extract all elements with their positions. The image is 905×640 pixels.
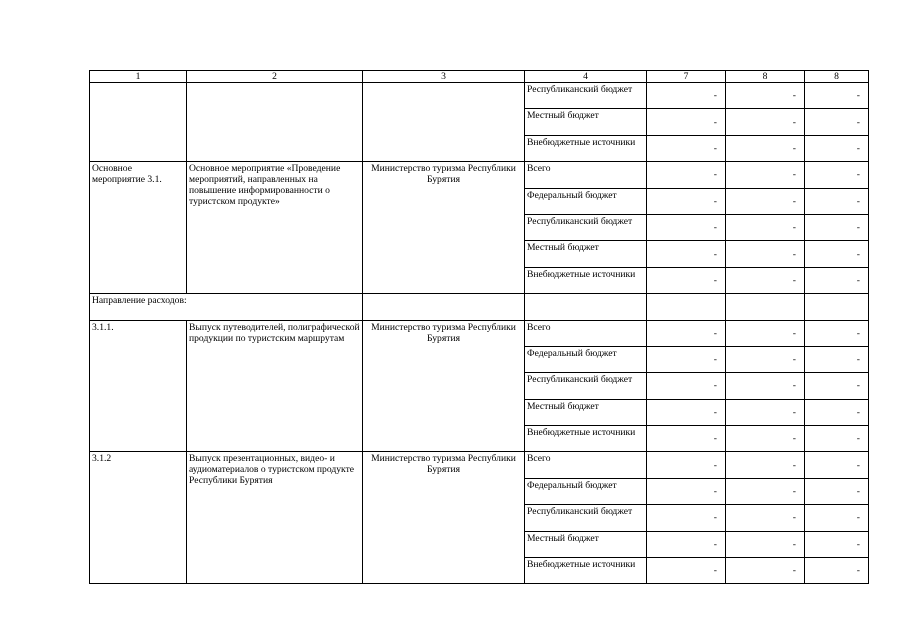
funding-source: Республиканский бюджет [525, 214, 647, 240]
funding-source: Республиканский бюджет [525, 505, 647, 531]
value-cell: - [726, 558, 805, 584]
header-cell-4: 4 [525, 71, 647, 83]
value-cell: - [726, 505, 805, 531]
value-cell: - [647, 505, 726, 531]
value-cell: - [805, 83, 869, 109]
value-cell: - [726, 426, 805, 452]
value-cell: - [647, 346, 726, 372]
funding-source: Внебюджетные источники [525, 267, 647, 293]
funding-source: Федеральный бюджет [525, 188, 647, 214]
funding-source: Всего [525, 452, 647, 478]
value-cell: - [805, 558, 869, 584]
value-cell: - [647, 478, 726, 504]
value-cell: - [726, 373, 805, 399]
header-row [90, 71, 869, 83]
value-cell: - [805, 452, 869, 478]
value-cell: - [647, 162, 726, 188]
funding-source: Федеральный бюджет [525, 478, 647, 504]
empty-cell [647, 294, 726, 320]
measure-name [187, 83, 363, 162]
value-cell: - [726, 478, 805, 504]
value-cell: - [805, 346, 869, 372]
value-cell: - [647, 320, 726, 346]
measure-code: Основное мероприятие 3.1. [90, 162, 187, 294]
funding-source: Внебюджетные источники [525, 426, 647, 452]
funding-source: Всего [525, 162, 647, 188]
value-cell: - [805, 214, 869, 240]
budget-table [89, 70, 869, 584]
empty-cell [363, 294, 525, 320]
funding-source: Федеральный бюджет [525, 346, 647, 372]
header-cell-1: 1 [90, 71, 187, 83]
table-row [90, 162, 869, 188]
measure-code: 3.1.1. [90, 320, 187, 452]
funding-source: Всего [525, 320, 647, 346]
value-cell: - [805, 531, 869, 557]
responsible-executor [363, 83, 525, 162]
value-cell: - [805, 162, 869, 188]
value-cell: - [647, 135, 726, 161]
value-cell: - [726, 188, 805, 214]
value-cell: - [805, 478, 869, 504]
value-cell: - [805, 109, 869, 135]
value-cell: - [726, 531, 805, 557]
value-cell: - [805, 135, 869, 161]
table-row [90, 320, 869, 346]
table-row [90, 452, 869, 478]
responsible-executor: Министерство туризма Республики Бурятия [363, 162, 525, 294]
value-cell: - [726, 346, 805, 372]
value-cell: - [805, 373, 869, 399]
value-cell: - [805, 320, 869, 346]
value-cell: - [647, 241, 726, 267]
value-cell: - [805, 188, 869, 214]
measure-name: Выпуск презентационных, видео- и аудиоматериалов о туристском продукте Республики Бурятия [187, 452, 363, 584]
table-row [90, 83, 869, 109]
funding-source: Местный бюджет [525, 531, 647, 557]
value-cell: - [726, 83, 805, 109]
value-cell: - [726, 214, 805, 240]
value-cell: - [647, 531, 726, 557]
value-cell: - [647, 83, 726, 109]
responsible-executor: Министерство туризма Республики Бурятия [363, 452, 525, 584]
measure-code: 3.1.2 [90, 452, 187, 584]
value-cell: - [647, 267, 726, 293]
value-cell: - [726, 267, 805, 293]
value-cell: - [805, 241, 869, 267]
funding-source: Республиканский бюджет [525, 373, 647, 399]
section-label: Направление расходов: [90, 294, 363, 320]
value-cell: - [805, 267, 869, 293]
header-cell-5: 7 [647, 71, 726, 83]
value-cell: - [726, 320, 805, 346]
empty-cell [525, 294, 647, 320]
value-cell: - [726, 241, 805, 267]
value-cell: - [726, 162, 805, 188]
header-cell-7: 8 [805, 71, 869, 83]
value-cell: - [805, 505, 869, 531]
value-cell: - [647, 109, 726, 135]
measure-name: Выпуск путеводителей, полиграфической продукции по туристским маршрутам [187, 320, 363, 452]
funding-source: Внебюджетные источники [525, 558, 647, 584]
empty-cell [805, 294, 869, 320]
measure-name: Основное мероприятие «Проведение мероприятий, направленных на повышение информированности о туристском продукте» [187, 162, 363, 294]
header-cell-6: 8 [726, 71, 805, 83]
measure-code [90, 83, 187, 162]
value-cell: - [726, 452, 805, 478]
value-cell: - [805, 426, 869, 452]
value-cell: - [805, 399, 869, 425]
value-cell: - [647, 188, 726, 214]
value-cell: - [647, 373, 726, 399]
section-row [90, 294, 869, 320]
value-cell: - [647, 214, 726, 240]
funding-source: Внебюджетные источники [525, 135, 647, 161]
value-cell: - [647, 558, 726, 584]
value-cell: - [726, 399, 805, 425]
header-cell-2: 2 [187, 71, 363, 83]
responsible-executor: Министерство туризма Республики Бурятия [363, 320, 525, 452]
value-cell: - [647, 452, 726, 478]
funding-source: Местный бюджет [525, 109, 647, 135]
value-cell: - [726, 135, 805, 161]
funding-source: Местный бюджет [525, 241, 647, 267]
funding-source: Республиканский бюджет [525, 83, 647, 109]
value-cell: - [647, 399, 726, 425]
header-cell-3: 3 [363, 71, 525, 83]
value-cell: - [726, 109, 805, 135]
value-cell: - [647, 426, 726, 452]
funding-source: Местный бюджет [525, 399, 647, 425]
empty-cell [726, 294, 805, 320]
